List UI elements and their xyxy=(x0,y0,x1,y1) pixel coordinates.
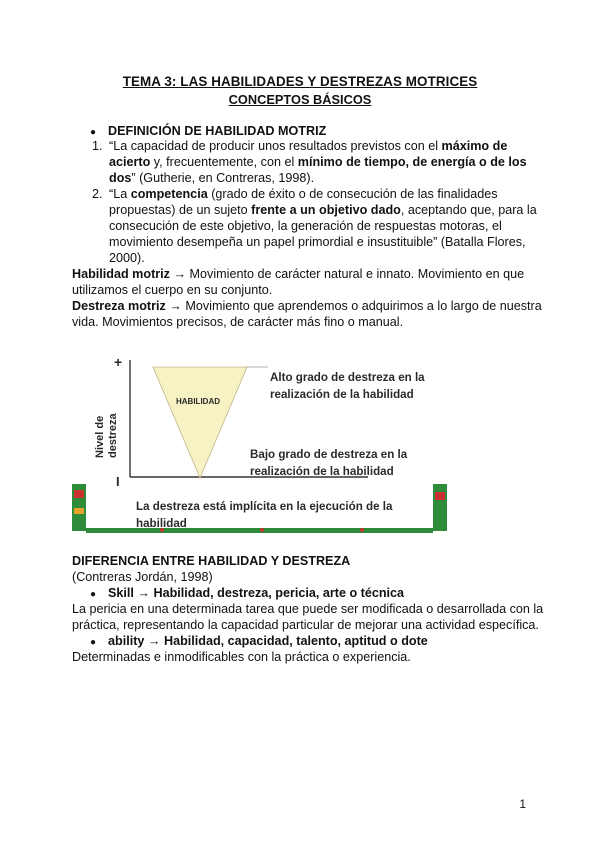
page-title: TEMA 3: LAS HABILIDADES Y DESTREZAS MOTRICES xyxy=(122,74,478,89)
page-subtitle: CONCEPTOS BÁSICOS xyxy=(228,92,372,107)
destreza-motriz-def-line-1: Destreza motriz → Movimiento que aprendemos o adquirimos a lo largo de nuestra xyxy=(72,299,542,313)
axis-minus-label: I xyxy=(116,474,120,489)
list-item-2-line-2: propuestas) de un sujeto frente a un objetivo dado, aceptando que, para la xyxy=(109,203,537,217)
skill-def-line-2: práctica, representando la capacidad particular de mejorar una actividad específica. xyxy=(72,618,539,632)
habilidad-motriz-def-line-1: Habilidad motriz → Movimiento de carácter natural e innato. Movimiento en que xyxy=(72,267,525,281)
list-item-2-line-1: “La competencia (grado de éxito o de consecución de las finalidades xyxy=(109,187,498,201)
destreza-motriz-def-line-2: vida. Movimientos precisos, de carácter más fino o manual. xyxy=(72,315,404,329)
list-item-1-line-2: acierto y, frecuentemente, con el mínimo de tiempo, de energía o de los xyxy=(109,155,527,169)
list-item-1-line-1: “La capacidad de producir unos resultados previstos con el máximo de xyxy=(109,139,508,153)
ability-def: Determinadas e inmodificables con la práctica o experiencia. xyxy=(72,650,411,664)
list-item-2-line-3: consecución de este objetivo, la generación de respuestas motoras, el xyxy=(109,219,502,233)
list-number-2: 2. xyxy=(92,187,103,201)
y-axis-label: Nivel de destreza xyxy=(94,413,119,458)
destreza-diagram xyxy=(72,350,447,533)
section-heading-diferencia: DIFERENCIA ENTRE HABILIDAD Y DESTREZA xyxy=(72,554,351,568)
source-citation: (Contreras Jordán, 1998) xyxy=(72,570,213,584)
list-item-1-line-3: dos” (Gutherie, en Contreras, 1998). xyxy=(109,171,315,185)
triangle-label: HABILIDAD xyxy=(176,397,220,406)
decor-border-left-orange xyxy=(74,508,84,514)
diagram-caption: La destreza está implícita en la ejecución de la habilidad xyxy=(136,500,393,530)
list-number-1: 1. xyxy=(92,139,103,153)
axis-plus-label: + xyxy=(114,354,123,370)
heading-text: DEFINICIÓN DE HABILIDAD MOTRIZ xyxy=(108,124,327,138)
list-item-2-line-4: movimiento desempeña un papel primordial e insustituible” (Batalla Flores, xyxy=(109,235,526,249)
skill-def-line-1: La pericia en una determinada tarea que puede ser modificada o desarrollada con la xyxy=(72,602,544,616)
decor-border-left-red xyxy=(74,490,84,498)
bullet-icon: ● xyxy=(90,127,97,138)
ability-term: ability → Habilidad, capacidad, talento, aptitud o dote xyxy=(108,634,428,648)
list-item-2-line-5: 2000). xyxy=(109,251,145,265)
low-grade-label: Bajo grado de destreza en la realización de la habilidad xyxy=(250,448,408,478)
high-grade-label: Alto grado de destreza en la realización de la habilidad xyxy=(270,371,425,401)
skill-term: Skill → Habilidad, destreza, pericia, arte o técnica xyxy=(108,586,405,600)
page-number: 1 xyxy=(519,797,526,811)
habilidad-triangle xyxy=(153,367,247,478)
habilidad-motriz-def-line-2: utilizamos el cuerpo en su conjunto. xyxy=(72,283,273,297)
decor-border-right xyxy=(433,484,447,531)
bullet-icon: ● xyxy=(90,637,97,648)
decor-border-right-red xyxy=(435,492,445,500)
section-heading-definicion xyxy=(108,123,326,139)
bullet-icon: ● xyxy=(90,589,97,600)
